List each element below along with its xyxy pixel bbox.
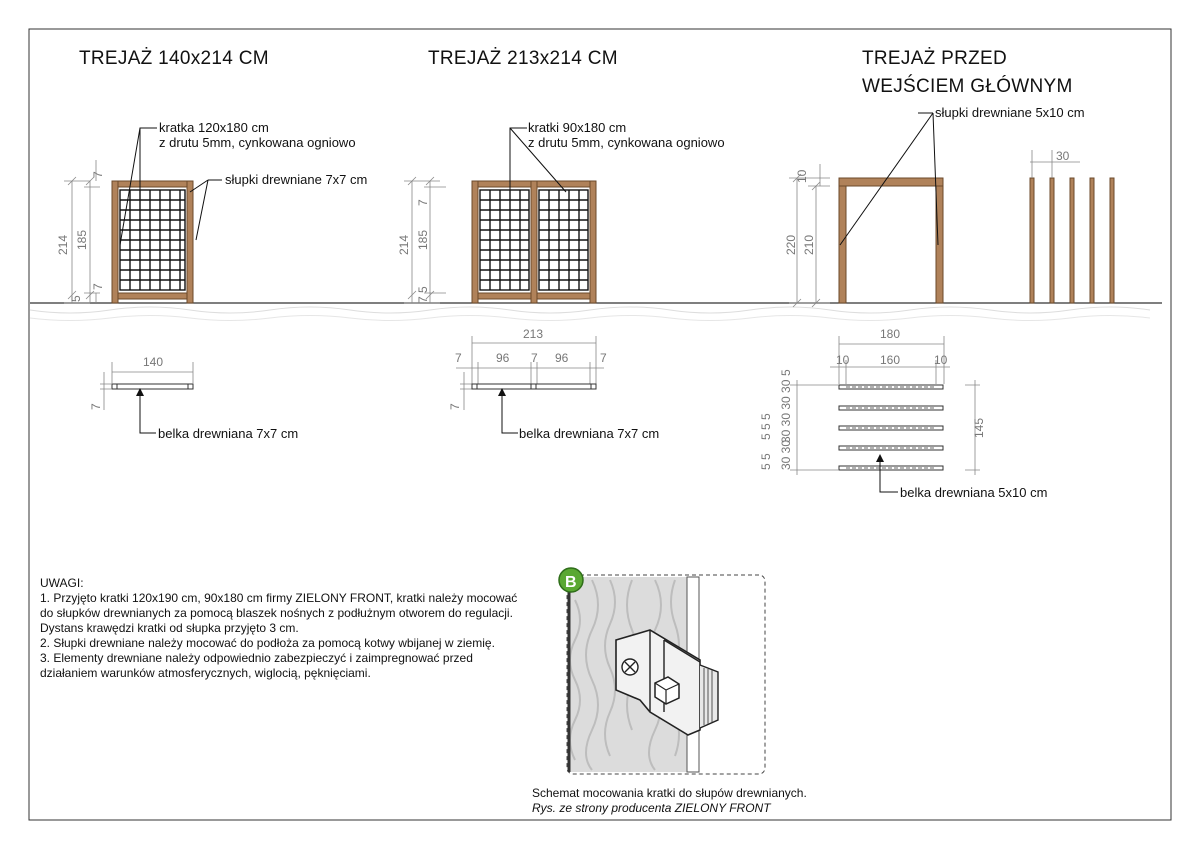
plan-inner: 160 (880, 353, 901, 367)
plan-beams (839, 385, 943, 470)
plan-edge-l: 10 (836, 353, 850, 367)
dim-total: 214 (397, 234, 411, 255)
trellis-1-grid-label-1: kratka 120x180 cm (159, 120, 269, 135)
plan-edge-r: 10 (934, 353, 948, 367)
plan-left-col-2: 5 5 5 (759, 413, 773, 440)
detail-caption-2: Rys. ze strony producenta ZIELONY FRONT (532, 801, 771, 815)
trellis-3-beam-label: belka drewniana 5x10 cm (900, 485, 1048, 500)
trellis-3-dimensions (784, 164, 830, 307)
trellis-1-grid (120, 190, 185, 290)
dim-top: 7 (91, 171, 105, 178)
notes-line-1: 1. Przyjęto kratki 120x190 cm, 90x180 cm firmy ZIELONY FRONT, kratki należy mocować (40, 591, 518, 605)
trellis-3-side-posts (1030, 149, 1114, 303)
trellis-1 (56, 48, 367, 441)
trellis-2 (397, 48, 725, 441)
dim-bottom-b: 5 (416, 286, 430, 293)
trellis-3-plan (759, 327, 1047, 500)
dim-post: 210 (802, 234, 816, 255)
trellis-2-grid-right (539, 190, 588, 290)
plan-width: 140 (143, 355, 164, 369)
dim-top: 7 (416, 199, 430, 206)
trellis-1-beam-label: belka drewniana 7x7 cm (158, 426, 299, 441)
trellis-3-frame (839, 178, 943, 303)
notes-line-2: do słupków drewnianych za pomocą blaszek nośnych z podłużnym otworem do regulacji. (40, 606, 513, 620)
notes-line-5: 3. Elementy drewniane należy odpowiednio zabezpieczyć i zaimpregnować przed (40, 651, 473, 665)
plan-seg-a: 96 (496, 351, 510, 365)
detail-badge-label: B (565, 574, 577, 591)
trellis-2-title: TREJAŻ 213x214 CM (428, 48, 618, 69)
plan-depth: 7 (448, 403, 462, 410)
dim-total: 220 (784, 234, 798, 255)
trellis-3 (759, 48, 1114, 500)
notes-heading: UWAGI: (40, 576, 84, 590)
plan-depth: 7 (89, 403, 103, 410)
dim-bottom-a: 7 (91, 283, 105, 290)
trellis-3-post-label: słupki drewniane 5x10 cm (935, 105, 1085, 120)
notes-line-3: Dystans krawędzi kratki od słupka przyjęto 3 cm. (40, 621, 299, 635)
trellis-2-dimensions (397, 177, 446, 303)
plan-left-col-4: 5 5 (759, 453, 773, 470)
dim-total: 214 (56, 234, 70, 255)
ground (30, 303, 1162, 321)
dim-bottom-a: 7 (416, 296, 430, 303)
plan-seg-edge-r: 7 (600, 351, 607, 365)
dim-spacing: 30 (1056, 149, 1070, 163)
plan-seg-mid: 7 (531, 351, 538, 365)
plan-left-col-5: 30 30 (779, 439, 793, 470)
plan-seg-b: 96 (555, 351, 569, 365)
trellis-2-grid-label-1: kratki 90x180 cm (528, 120, 627, 135)
trellis-1-plan (89, 355, 298, 441)
notes-line-6: działaniem warunków atmosferycznych, wiglocią, pęknięciami. (40, 666, 371, 680)
detail-b (532, 568, 807, 815)
trellis-2-plan (448, 327, 659, 441)
trellis-3-title-1: TREJAŻ PRZED (862, 48, 1008, 69)
trellis-2-grid-left (480, 190, 529, 290)
plan-left-col-1: 5 (779, 369, 793, 376)
detail-caption-1: Schemat mocowania kratki do słupów drewnianych. (532, 786, 807, 800)
notes-block (40, 576, 517, 680)
plan-left-col-3: 30 30 30 30 (779, 379, 793, 443)
trellis-1-dimensions (56, 160, 105, 303)
dim-mid: 185 (416, 229, 430, 250)
plan-depth: 145 (972, 417, 986, 438)
trellis-3-title-2: WEJŚCIEM GŁÓWNYM (862, 76, 1073, 97)
dim-bottom-b: 5 (69, 295, 83, 302)
trellis-2-grid-label-2: z drutu 5mm, cynkowana ogniowo (528, 135, 725, 150)
trellis-2-beam-label: belka drewniana 7x7 cm (519, 426, 660, 441)
trellis-1-grid-label-2: z drutu 5mm, cynkowana ogniowo (159, 135, 356, 150)
dim-mid: 185 (75, 229, 89, 250)
plan-seg-edge-l: 7 (455, 351, 462, 365)
dim-top: 10 (795, 169, 809, 183)
post-leader (190, 180, 222, 240)
trellis-1-title: TREJAŻ 140x214 CM (79, 48, 269, 69)
plan-width: 213 (523, 327, 544, 341)
notes-line-4: 2. Słupki drewniane należy mocować do podłoża za pomocą kotwy wbijanej w ziemię. (40, 636, 495, 650)
trellis-1-post-label: słupki drewniane 7x7 cm (225, 172, 368, 187)
plan-width: 180 (880, 327, 901, 341)
